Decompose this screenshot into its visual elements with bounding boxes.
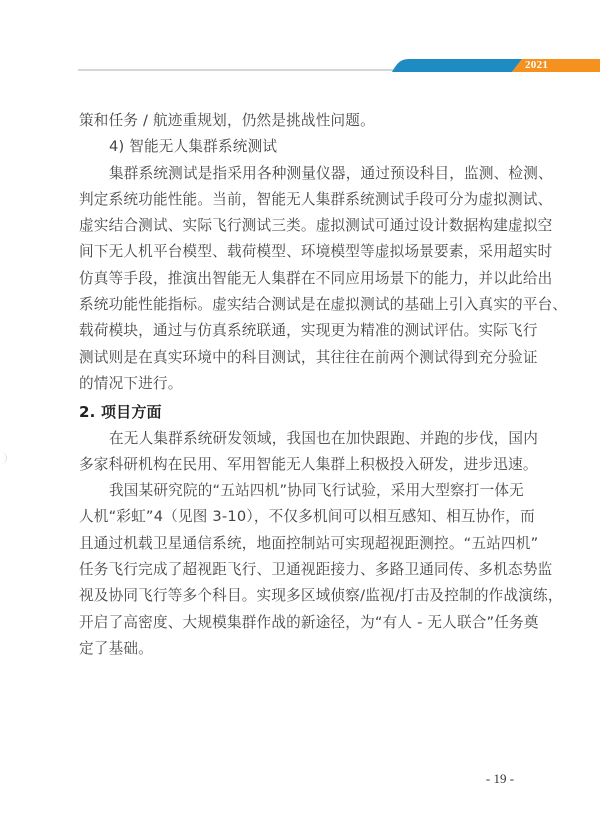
paragraph-line: 测试则是在真实环境中的科目测试，其往往在前两个测试得到充分验证 [79, 348, 538, 366]
paragraph-line: 多家科研机构在民用、军用智能无人集群上积极投入研发，进步迅速。 [79, 455, 538, 473]
subsection-title: 4) 智能无人集群系统测试 [109, 138, 278, 156]
paragraph-line: 开启了高密度、大规模集群作战的新途径，为“有人 - 无人联合”任务奠 [79, 613, 539, 631]
paragraph-line: 集群系统测试是指采用各种测量仪器，通过预设科目，监测、检测、 [109, 164, 553, 182]
page-number: - 19 - [485, 771, 515, 786]
paragraph-line: 的情况下进行。 [79, 374, 183, 392]
paragraph-line: 仿真等手段，推演出智能无人集群在不同应用场景下的能力，并以此给出 [79, 269, 553, 287]
paragraph-line: 我国某研究院的“五站四机”协同飞行试验，采用大型察打一体无 [109, 482, 524, 500]
paragraph-line: 载荷模块，通过与仿真系统联通，实现更为精准的测试评估。实际飞行 [79, 322, 538, 340]
paragraph-five-stations [79, 478, 563, 662]
paragraph-line: 在无人集群系统研发领域，我国也在加快跟跑、并跑的步伐，国内 [109, 429, 539, 447]
paragraph-line: 策和任务 / 航迹重规划，仍然是挑战性问题。 [79, 112, 375, 129]
section-heading: 2. 项目方面 [79, 403, 162, 422]
paragraph-projects-intro [79, 426, 539, 479]
page-edge-mark [0, 452, 7, 464]
paragraph-line: 人机“彩虹”4（见图 3-10），不仅多机间可以相互感知、相互协作，而 [79, 508, 535, 526]
header-rule [78, 69, 398, 71]
paragraph-line: 系统功能性能指标。虚实结合测试是在虚拟测试的基础上引入真实的平台、 [79, 296, 568, 314]
paragraph-line: 视及协同飞行等多个科目。实现多区域侦察/监视/打击及控制的作战演练， [79, 587, 563, 605]
paragraph-line: 定了基础。 [79, 639, 153, 657]
paragraph-line: 虚实结合测试、实际飞行测试三类。虚拟测试可通过设计数据构建虚拟空 [79, 217, 553, 235]
paragraph-testing [79, 161, 568, 398]
header-year: 2021 [525, 59, 549, 71]
paragraph-line: 任务飞行完成了超视距飞行、卫通视距接力、多路卫通同传、多机态势监 [79, 561, 553, 579]
paragraph-line: 间下无人机平台模型、载荷模型、环境模型等虚拟场景要素，采用超实时 [79, 243, 553, 261]
paragraph-line: 且通过机载卫星通信系统，地面控制站可实现超视距测控。“五站四机” [79, 534, 539, 552]
paragraph-line: 判定系统功能性能。当前，智能无人集群系统测试手段可分为虚拟测试、 [79, 190, 553, 208]
page-body [79, 108, 568, 662]
